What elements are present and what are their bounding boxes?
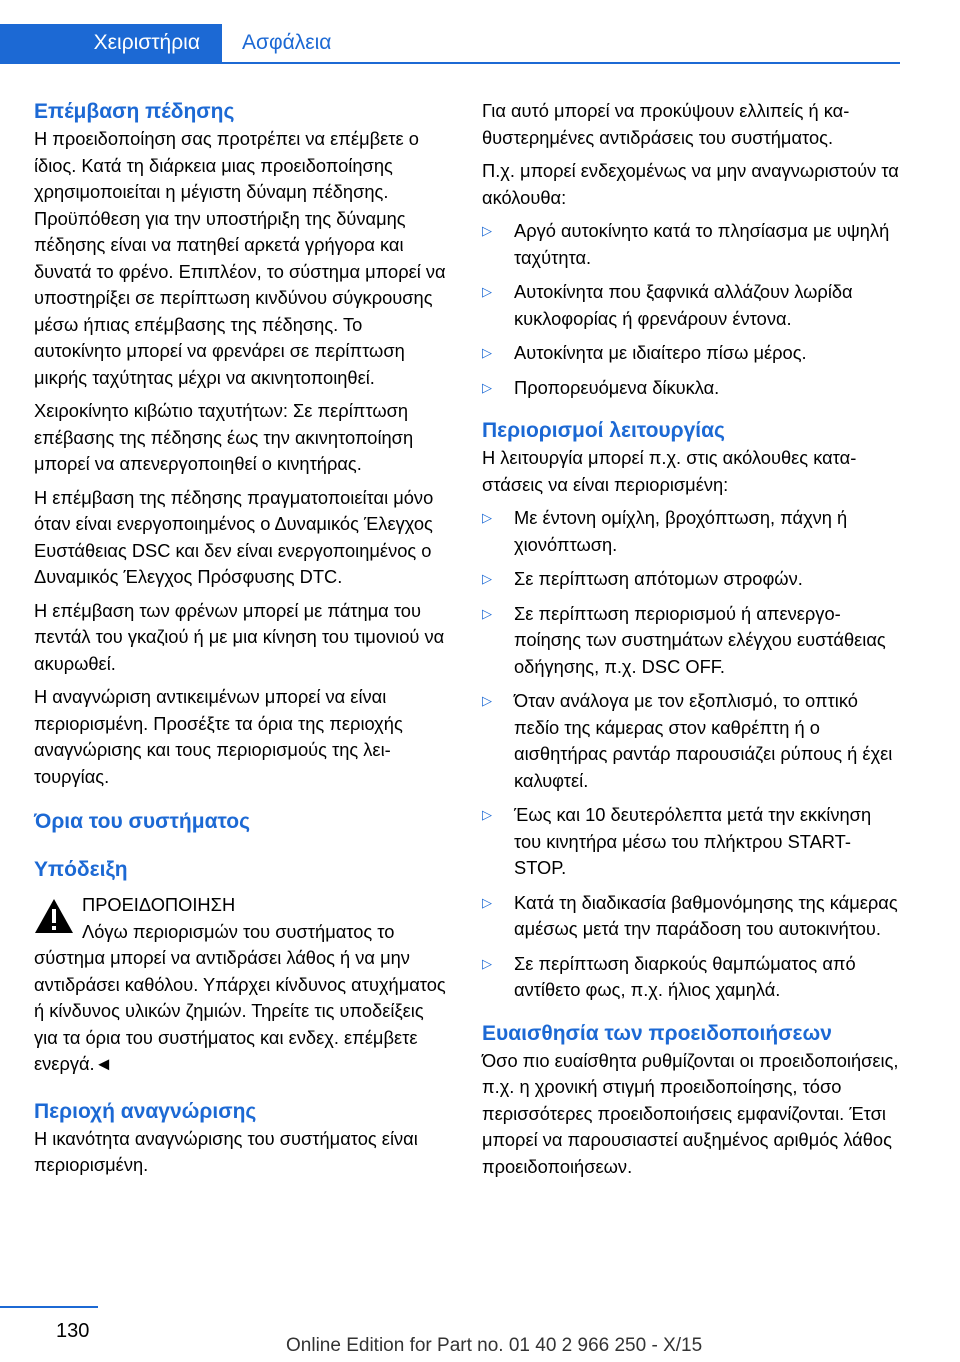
- list-item: [482, 601, 900, 681]
- paragraph: Η λειτουργία μπορεί π.χ. στις ακόλουθες καταστάσεις να είναι περιορισμένη:: [482, 447, 857, 495]
- heading-warning-sensitivity: Ευαισθησία των προειδοποιήσεων: [482, 1021, 832, 1045]
- list-item-text: Προπορευόμενα δίκυκλα.: [514, 376, 720, 398]
- tab-safety[interactable]: Ασφάλεια: [242, 31, 332, 54]
- right-column: [482, 98, 900, 1187]
- paragraph: Για αυτό μπορεί να προκύψουν ελλιπείς ή καθυστερημένες αντιδράσεις του συστήματος.: [482, 100, 850, 148]
- triangle-right-icon: ▷: [482, 807, 492, 822]
- triangle-right-icon: ▷: [482, 955, 492, 971]
- heading-function-limits: Περιορισμοί λειτουργίας: [482, 419, 725, 442]
- list-item: [482, 505, 900, 558]
- header-tabs: [0, 24, 900, 64]
- triangle-right-icon: ▷: [482, 693, 492, 708]
- list-item: [482, 375, 900, 402]
- triangle-right-icon: ▷: [482, 223, 492, 238]
- paragraph: Η προειδοποίηση σας προτρέπει να επέμβετε ο ίδιος. Κατά τη διάρκεια μιας προειδοποίησης χρησιμοποιείται η μέγιστη δύναμη πέδησης. Προϋπόθεση για την υποστήριξη της δύναμης πέδησης είναι να πατηθεί αρκετά γρήγορα και δυνατά το φρένο. Επιπλέον, το σύστημα μπορεί να υποστηρίξει σε περίπτωση κινδύνου σύγκρουσης μέσω ήπιας επέμβασης της πέδησης. Το αυτοκίνητο μπορεί να φρενάρει σε περίπτωση μικρής ταχύτητας μέχρι να ακινητοποιηθεί.: [34, 128, 446, 388]
- heading-system-limits: Όρια του συστήματος: [34, 810, 251, 833]
- heading-detection-area: Περιοχή αναγνώρισης: [34, 1099, 257, 1123]
- list-item: [482, 279, 900, 332]
- triangle-right-icon: ▷: [482, 510, 492, 525]
- edition-text: Online Edition for Part no. 01 40 2 966 250 - X/15: [286, 1335, 703, 1356]
- bullet-list: [482, 218, 900, 401]
- warning-text: Λόγω περιορισμών του συστήματος το σύστημα μπορεί να αντιδράσει λάθος ή να μην αντιδράσει καθόλου. Υπάρχει κίνδυνος ατυχήματος ή κίνδυνος υλικών ζημιών. Τηρείτε τις υποδείξεις για τα όρια του συστήματος και ενδεχ. επέμβετε ενεργά.◄: [34, 920, 446, 1074]
- paragraph: Η ικανότητα αναγνώρισης του συστήματος είναι περιορισμένη.: [34, 1127, 418, 1175]
- warning-block: [34, 892, 452, 1078]
- list-item-text: Όταν ανάλογα με τον εξοπλισμό, το οπτικό πεδίο της κάμερας στον καθρέπτη ή ο αισθητήρας ραντάρ παρουσιάζει ρύπους ή έχει καλυφτεί.: [514, 690, 893, 791]
- list-item: [482, 566, 900, 593]
- paragraph: Όσο πιο ευαίσθητα ρυθμίζονται οι προειδοποιήσεις, π.χ. η χρονική στιγμή προειδοποίησης, τόσο περισσότερες προειδοποιήσεις εμφανίζονται. Έτσι μπορεί να παρουσιαστεί αυξημένος αριθμός λάθος προειδοποιήσεων.: [482, 1049, 899, 1177]
- left-column: [34, 98, 452, 1186]
- list-item-text: Με έντονη ομίχλη, βροχόπτωση, πάχνη ή χιονόπτωση.: [514, 507, 848, 555]
- paragraph: Χειροκίνητο κιβώτιο ταχυτήτων: Σε περίπτωση επέβασης της πέδησης έως την ακινητοποίηση μπορεί να απενεργοποιηθεί ο κινητήρας.: [34, 400, 414, 474]
- page-number: 130: [56, 1320, 90, 1342]
- footer-rule: [0, 1306, 98, 1308]
- triangle-right-icon: ▷: [482, 345, 492, 360]
- triangle-right-icon: ▷: [482, 571, 492, 586]
- triangle-right-icon: ▷: [482, 379, 492, 395]
- triangle-right-icon: ▷: [482, 894, 492, 910]
- list-item: [482, 340, 900, 367]
- list-item-text: Σε περίπτωση περιορισμού ή απενεργοποίησης των συστημάτων ελέγχου ευστάθειας οδήγησης, π.χ. DSC OFF.: [514, 602, 886, 677]
- list-item: [482, 802, 900, 882]
- list-item-text: Σε περίπτωση διαρκούς θαμπώματος από αντίθετο φως, π.χ. ήλιος χαμηλά.: [514, 952, 856, 1000]
- list-item-text: Αυτοκίνητα με ιδιαίτερο πίσω μέρος.: [514, 342, 807, 363]
- paragraph: Π.χ. μπορεί ενδεχομένως να μην αναγνωριστούν τα ακόλουθα:: [482, 160, 899, 208]
- paragraph: Η επέμβαση των φρένων μπορεί με πάτημα του πεντάλ του γκαζιού ή με μια κίνηση του τιμονιού να ακυρωθεί.: [34, 599, 445, 674]
- list-item: [482, 951, 900, 1004]
- tab-controls[interactable]: Χειριστήρια: [0, 24, 222, 62]
- heading-note: Υπόδειξη: [34, 858, 128, 881]
- list-item-text: Κατά τη διαδικασία βαθμονόμησης της κάμερας αμέσως μετά την παράδοση του αυτοκινήτου.: [514, 891, 898, 939]
- paragraph: Η αναγνώριση αντικειμένων μπορεί να είναι περιορισμένη. Προσέξτε τα όρια της περιοχής αναγνώρισης και τους περιορισμούς της λειτουργίας.: [34, 686, 403, 787]
- heading-brake-intervention: Επέμβαση πέδησης: [34, 100, 235, 123]
- list-item-text: Αυτοκίνητα που ξαφνικά αλλάζουν λωρίδα κυκλοφορίας ή φρενάρουν έντονα.: [514, 281, 853, 329]
- triangle-right-icon: ▷: [482, 284, 492, 299]
- list-item: [482, 890, 900, 943]
- bullet-list: [482, 505, 900, 1004]
- list-item-text: Αργό αυτοκίνητο κατά το πλησίασμα με υψηλή ταχύτητα.: [514, 220, 890, 268]
- list-item: [482, 218, 900, 271]
- warning-triangle-icon: [34, 898, 74, 934]
- list-item-text: Έως και 10 δευτερόλεπτα μετά την εκκίνηση του κινητήρα μέσω του πλήκτρου START-STOP.: [514, 804, 872, 878]
- list-item: [482, 688, 900, 794]
- warning-title: ΠΡΟΕΙΔΟΠΟΙΗΣΗ: [82, 894, 236, 915]
- triangle-right-icon: ▷: [482, 605, 492, 621]
- paragraph: Η επέμβαση της πέδησης πραγματοποιείται μόνο όταν είναι ενεργοποιημένος ο Δυναμικός Έλεγχος Ευστάθειας DSC και δεν είναι ενεργοποιημένος ο Δυναμικός Έλεγχος Πρόσφυσης DTC.: [34, 486, 434, 587]
- list-item-text: Σε περίπτωση απότομων στροφών.: [514, 568, 803, 589]
